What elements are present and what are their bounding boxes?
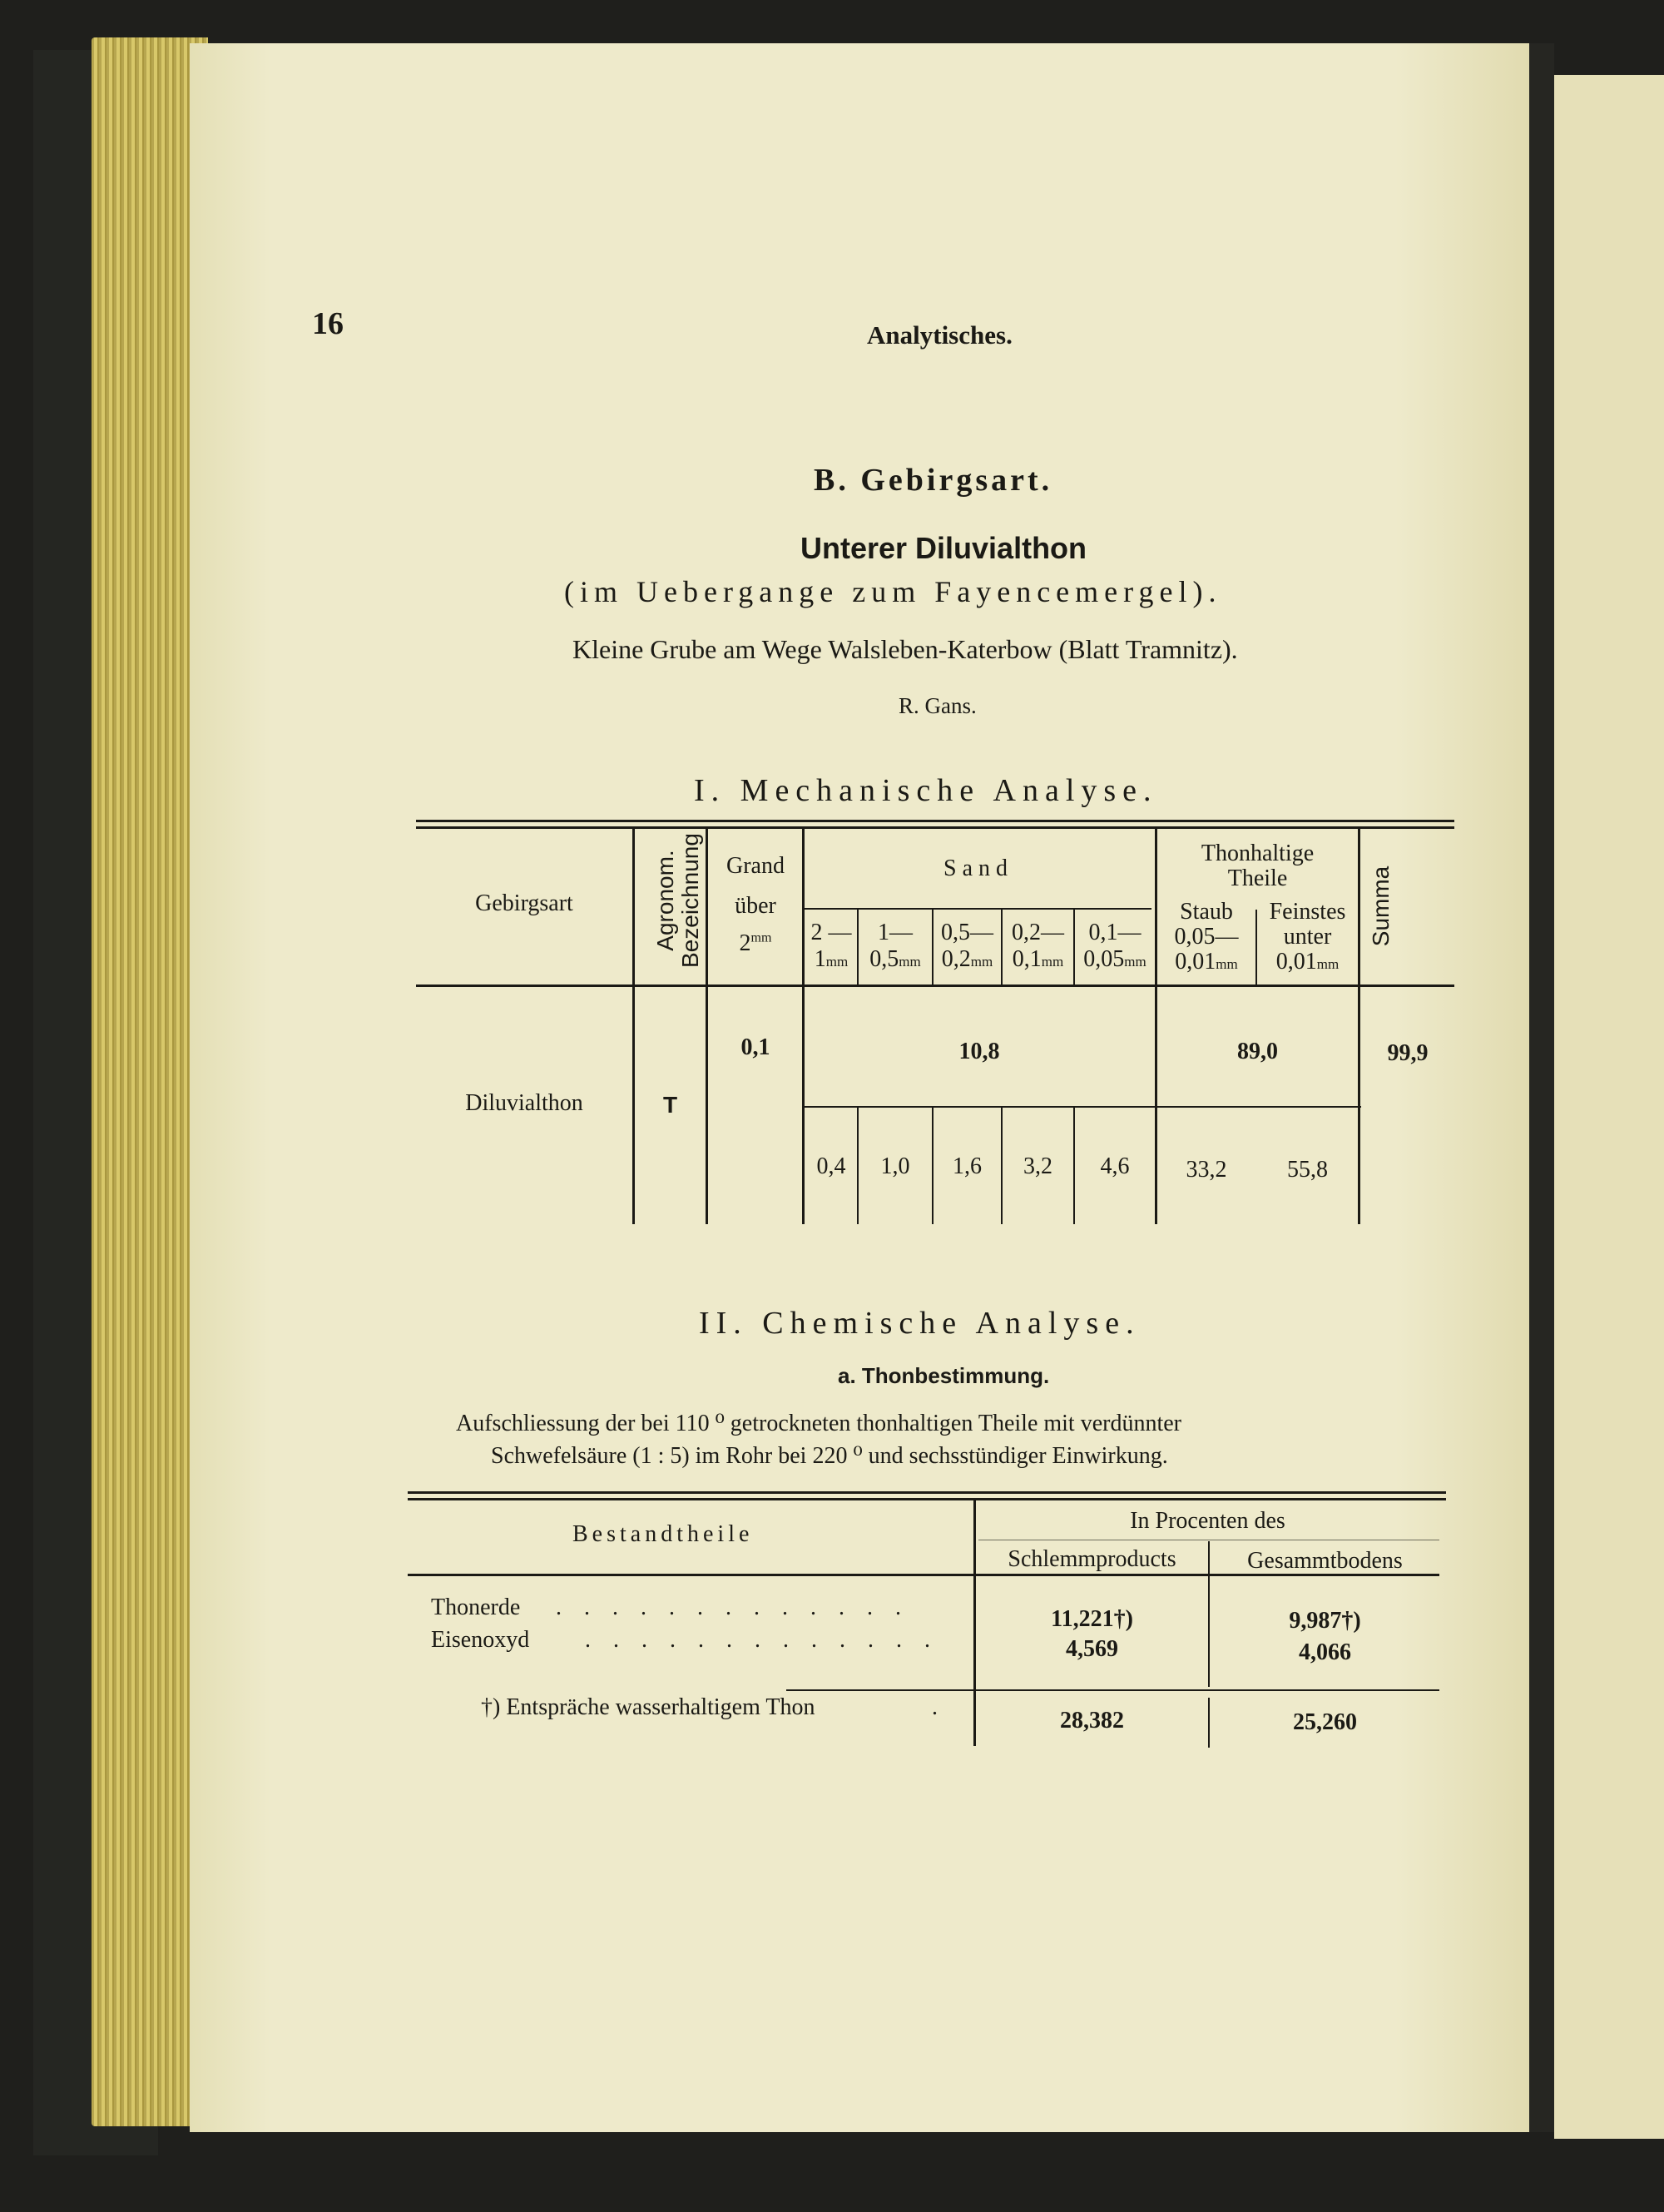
row-sand-value: 4,6 — [1100, 1153, 1130, 1179]
rock-note: (im Uebergange zum Fayencemergel). — [564, 575, 1222, 608]
header-bestandtheile: Bestandtheile — [572, 1521, 754, 1547]
sand-col-5-unit: 0,05mm — [1083, 946, 1146, 972]
rule — [804, 1106, 1361, 1108]
rule — [804, 908, 1151, 910]
chemical-subheading: a. Thonbestimmung. — [838, 1363, 1050, 1388]
row-thon-total: 89,0 — [1237, 1039, 1278, 1064]
row-name: Eisenoxyd — [431, 1627, 530, 1653]
header-grand: Grand — [726, 853, 785, 879]
rule — [632, 829, 635, 1224]
header-summa: Summa — [1368, 865, 1394, 947]
header-gebirgsart: Gebirgsart — [475, 890, 573, 916]
row-sand-value: 0,4 — [816, 1153, 846, 1179]
row-dots: . . . . . . . . . . . . . — [556, 1595, 909, 1620]
row-summa: 99,9 — [1387, 1040, 1429, 1066]
header-thonhaltige: Thonhaltige — [1201, 841, 1315, 866]
footnote-gesammt-value: 25,260 — [1293, 1709, 1357, 1735]
footnote-schlemm-value: 28,382 — [1060, 1708, 1124, 1733]
chemical-heading: II. Chemische Analyse. — [699, 1306, 1141, 1341]
rule — [1358, 829, 1360, 1224]
sand-col-3-unit: 0,2mm — [941, 946, 993, 972]
row-name: Thonerde — [431, 1595, 521, 1620]
row-gesammt-value: 9,987†) — [1289, 1608, 1361, 1634]
header-theile: Theile — [1227, 865, 1288, 891]
sand-col-2-unit: 0,5mm — [869, 946, 921, 972]
header-staub: Staub — [1180, 899, 1233, 925]
row-sand-total: 10,8 — [958, 1039, 1000, 1064]
header-agronom: Agronom. — [652, 850, 678, 951]
sand-col-4-unit: 0,1mm — [1012, 946, 1064, 972]
locality: Kleine Grube am Wege Walsleben-Katerbow (Blatt Tramnitz). — [572, 634, 1238, 664]
sand-col-5-top: 0,1— — [1088, 920, 1142, 945]
rule — [408, 1498, 1446, 1500]
rule — [1208, 1698, 1210, 1748]
header-feinstes: Feinstes — [1269, 899, 1346, 925]
row-feinstes: 55,8 — [1287, 1157, 1328, 1183]
header-sand: Sand — [943, 856, 1013, 881]
rock-name: Unterer Diluvialthon — [800, 531, 1087, 565]
sand-col-1-unit: 1mm — [814, 946, 849, 972]
row-dots: . . . . . . . . . . . . . — [585, 1627, 938, 1653]
book-page — [190, 43, 1529, 2132]
header-staub-unit: 0,01mm — [1175, 949, 1238, 975]
chemical-paragraph-line2: Schwefelsäure (1 : 5) im Rohr bei 220 ⁰ und sechsstündiger Einwirkung. — [491, 1443, 1168, 1469]
header-bezeichnung: Bezeichnung — [677, 833, 703, 968]
sand-col-4-top: 0,2— — [1012, 920, 1064, 945]
header-schlemmproducts: Schlemmproducts — [1008, 1546, 1176, 1572]
page-gutter — [1529, 43, 1554, 2132]
header-gesammtbodens: Gesammtbodens — [1247, 1548, 1403, 1574]
header-grand-unit: $2^{mm}$ — [739, 930, 772, 956]
header-unter: unter — [1283, 924, 1332, 950]
rule — [416, 820, 1454, 822]
row-staub: 33,2 — [1186, 1157, 1227, 1183]
next-page-strip — [1554, 75, 1664, 2139]
running-head: Analytisches. — [867, 320, 1013, 350]
rule — [416, 984, 1454, 987]
header-in-procenten: In Procenten des — [1130, 1508, 1285, 1534]
row-sand-value: 3,2 — [1023, 1153, 1052, 1179]
page-number: 16 — [312, 306, 344, 341]
rule — [706, 829, 708, 1224]
header-staub-range: 0,05— — [1174, 924, 1239, 950]
row-gebirgsart: Diluvialthon — [465, 1090, 583, 1116]
section-title: B. Gebirgsart. — [814, 463, 1053, 498]
footnote-label: †) Entspräche wasserhaltigem Thon — [481, 1694, 815, 1720]
row-schlemm-value: 4,569 — [1066, 1636, 1118, 1662]
sand-col-1-top: 2 — — [810, 920, 852, 945]
mechanical-heading: I. Mechanische Analyse. — [694, 773, 1158, 808]
row-agronom: T — [662, 1092, 678, 1118]
chemical-paragraph-line1: Aufschliessung der bei 110 ⁰ getrockneten thonhaltigen Theile mit verdünnter — [456, 1411, 1181, 1436]
footnote-dot: . — [932, 1694, 938, 1720]
row-sand-value: 1,6 — [953, 1153, 982, 1179]
row-gesammt-value: 4,066 — [1299, 1639, 1351, 1665]
rule — [802, 829, 805, 1224]
rule — [786, 1689, 1439, 1691]
analyst: R. Gans. — [899, 693, 977, 718]
rule — [1208, 1541, 1210, 1687]
row-schlemm-value: 11,221†) — [1051, 1606, 1133, 1632]
row-grand: 0,1 — [740, 1034, 770, 1060]
header-feinstes-unit: 0,01mm — [1275, 949, 1340, 975]
row-sand-value: 1,0 — [880, 1153, 910, 1179]
rule — [408, 1491, 1446, 1494]
sand-col-3-top: 0,5— — [941, 920, 993, 945]
rule — [416, 826, 1454, 829]
sand-col-2-top: 1— — [878, 920, 913, 945]
header-ueber: über — [735, 893, 776, 919]
